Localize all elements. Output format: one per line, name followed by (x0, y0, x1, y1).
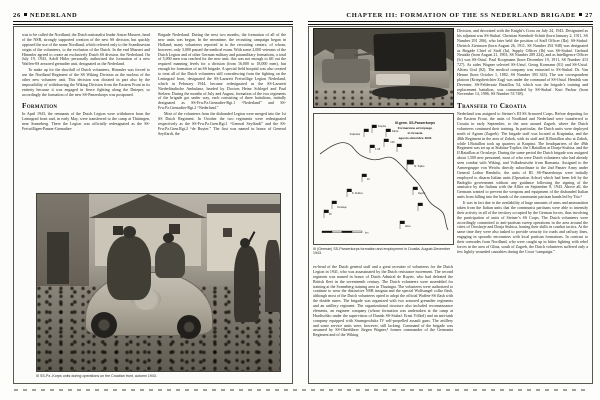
paragraph: Division, and decorated with the Knight’s Cross on July 24, 1943. Designated as his adjutant was SS-Stubaf. Christian Steenholt-Schütt (born January 2, 1911, SS Number 291 206), who later held the position of Staff Officer (IIa). SS-Stubaf. Dietrich Ziemssen (born August 26, 1911, SS Number 292 948) was designated as Brigade Chief of Staff (Ia). Supply Officer (Ib) was SS-Stubaf. Gerhard Neutzke (born August 21, 1903, SS Number 289 224), and as Intelligence Officer (Ic) was SS-Ostuf. Paul Koopmann (born December 19, 1911, SS Number 413 727). As aides Wagner selected SS-Ustuf. Georg Kormann (01) and SS-Ustuf. Alfons Graf (02). The medical company was entrusted to SS-Stubaf. Dr. Van Hemse (born October 1, 1882, SS Number 393 343). The war correspondent platoon (Kriegsberichter Zug) was under the command of SS-Ostuf. Hendrik van Deventer. SS-Feldersatz Bataillon 54, which was the brigade’s training and replacement battalion, was commanded by SS-Stubaf. Kurt Pachur (born November 14, 1906, SS Number 53 748). (457, 28, 588, 97)
page-number-right: 27 (585, 12, 593, 19)
svg-text:I./48: I./48 (390, 142, 395, 144)
page-right (308, 12, 593, 384)
page-left-frame (13, 26, 293, 384)
page-left-header (13, 12, 293, 19)
paragraph: Brigade Nederland. During the next two months, the formation of all of the new units was begun. In the meantime, the recruiting campaign began in Holland; many volunteers reported in to the recruiting centers, of whom, however, only 3,000 passed the medical exam. With some 2,000 veterans of the Dutch Legion and of other German military and paramilitary formations, a total of 5,000 men was reached for the new unit; this was not enough to fill out the required manning levels for a division (from 16,000 to 18,000 men), but enough for formation of an SS brigade. A special field hospital was also created to treat all of the Dutch volunteers still convalescing from the fighting on the Leningrad front, designated the SS-Lazarett Freiwillige Legion Nederland, which in February 1944, became redesignated as the SS-Lazarett Niederländische Ambulanz, headed by Doctors Heinz Schlegel and Paul Stelzen. During the months of July and August, formation of the two regiments of the brigade got under way, each consisting of three battalions, initially designated as SS-Frw.Pz.Grenadier-Rgt.1 “Nederland” and SS-Frw.Pz.Grenadier-Rgt.2 “Nederland.” (158, 32, 286, 111)
photo-shape-soldier (107, 236, 151, 300)
photo-shape-truck-canvas (373, 32, 446, 74)
page-right-frame (308, 26, 593, 384)
header-rule-left (13, 21, 293, 25)
photo-shape-soldier (155, 242, 185, 278)
photo-shape-soldier (265, 240, 280, 312)
header-separator-icon (24, 13, 27, 16)
page-right-title: CHAPTER III: FORMATION OF THE SS NEDERLAND BRIGADE (346, 12, 577, 19)
svg-text:Krapina: Krapina (378, 126, 386, 128)
photo-shape-window (223, 228, 232, 237)
photo-caption: III SS-Pz.-Korps units during operations on the Croatian front, autumn 1943. (36, 374, 157, 378)
photo-shape-helmet (123, 226, 136, 238)
photo-shape-tank (322, 59, 370, 83)
map-caption: III (German) SS-Panzerkorps formation and employment in Croatia, August-December 1943. (313, 247, 451, 256)
paragraph: Most of the volunteers from the disbanded Legion were merged into the 1st SS Dutch Regiment. In October the two regiments were redesignated respectively as the SS-Frw.Pz.Gren.Rgt.1 “General Seyffardt” and the SS-Frw.Pz.Gren.Rgt.2 “de Ruyter.” The first was named in honor of General Seyffardt, the (158, 111, 286, 136)
page-left-title: NEDERLAND (29, 12, 78, 19)
photo-croatian-front (36, 193, 281, 372)
photo-shape-window (113, 226, 123, 235)
photo-shape-helmet (163, 233, 174, 243)
svg-text:Zabok: Zabok (392, 131, 399, 133)
photo-vehicles-road (313, 28, 454, 108)
photo-shape-soldier (234, 246, 259, 322)
page-right-header (308, 12, 593, 19)
map-scale-bar (322, 231, 368, 235)
paragraph: Nederland was assigned to Steiner’s III SS Armored Corps. Before departing for the Eastern Front, the units of Nordland and Nederland were transferred to Croatia in early September, to the area around Zagreb, where the Dutch volunteers continued their training. In particular, the Dutch units were deployed north of Agram (Zagreb). The brigade staff was located at Krapinska, and the 48th Regiment in the area of Zabok, with its staff and II.Bataillon also at Zabok, while I.Bataillon took up quarters at Krapina. The headquarters of the 49th Regiment was set up at Stubitsa-Toplice, the I.Bataillon at Donja-Stubica, and the II.Bataillon at Oroslavje. During the same period the Dutch brigade was assigned about 1,500 new personnel, most of who were Dutch volunteers who had already seen combat with Wiking, and Volksdeutsche from Romania. Assigned to the Armeegruppe von Weichs directly subordinate to the 2nd Panzer Army under General Lothar Rendulic, the units of III. SS-Panzerkorps were initially employed to disarm Italian units (Operation Achse) which had been left by the Badoglio government without any guidance following the signing of the armistice by the Italians with the Allies on September 8, 1943. Above all, the Germans wanted to prevent the weapons and equipment of the disbanded Italian units from falling into the hands of the communist partisan bands led by Tito.³ (457, 111, 588, 200)
section-heading-formation: Formation (22, 102, 58, 111)
svg-text:Zagreb: Zagreb (418, 193, 426, 195)
map-border-line (320, 143, 448, 230)
svg-text:III.germ. SS-Panzerkorps: III.germ. SS-Panzerkorps (395, 121, 435, 125)
page-left (13, 12, 293, 384)
svg-text:in Croazia: in Croazia (407, 131, 423, 135)
page-bottom-edge (14, 389, 586, 391)
photo-shape-wheel (91, 312, 117, 338)
paragraph: ex-head of the Dutch general staff and a great recruiter of volunteers for the Dutch Legion in 1941, who was assassinated by the Dutch resistance movement. The second regiment was named in honor of Dutch Admiral de Ruyter, who had defeated the British fleet in the seventeenth century. The Dutch volunteers were assembled for training at the Sonneberg training area in Thuringia. The volunteers were authorized to continue to wear the distinctive NSB insignia and the special Wolfsangel collar flash, although most of the Dutch volunteers opted to adopt the official Waffen-SS flash with the double runes. The brigade was organized with two armored grenadier regiments and an artillery regiment. The organizational structure also included reconnaissance elements, an engineer company (whose formation was undertaken at the camp at Hradischko under the supervision of Danish SS-Stubaf. Ernst Völkel) and an anti-tank company equipped with Sturmgeschütz IV self-propelled assault guns. The artillery and some service units were, however, still lacking. Command of the brigade was assumed by SS-Oberführer Jürgen Wagner,² former commander of the Germania Regiment and of the Wiking (313, 264, 453, 338)
svg-text:II./48: II./48 (375, 149, 381, 151)
paragraph: In April 1943, the remnants of the Dutch Legion were withdrawn from the Leningrad front and, in early May, were transferred to the camp at Thüringen, near Sonneberg. There the Legion was officially redesignated as the SS-Freiwilligen-Panzer-Grenadier- (22, 111, 150, 131)
svg-text:48: 48 (329, 214, 332, 216)
svg-text:km: km (365, 231, 369, 235)
svg-text:Formazione ed impiego: Formazione ed impiego (397, 126, 433, 130)
svg-text:D. Stubica: D. Stubica (352, 193, 363, 195)
svg-text:49: 49 (367, 179, 370, 181)
page-number-left: 26 (13, 12, 21, 19)
right-column-1 (313, 265, 453, 381)
paragraph: To make up for the shortfall of Dutch volunteers, Himmler was forced to use the Nordland Regiment of the SS Wiking Division as the nucleus of the other new volunteer unit. This decision was dictated in part also by the impossibility of withdrawing the Wiking Division from the Eastern Front in its entirety because it was engaged in fierce fighting along the Dnieper, so accordingly the formation of the new SS-Panzerkorps was postponed. (22, 67, 150, 97)
photo-shape-helmet (240, 238, 250, 248)
photo-shape-barn-door (47, 232, 69, 284)
header-rule-right (308, 21, 593, 25)
svg-text:St. Toplice: St. Toplice (414, 166, 425, 168)
left-column-2 (158, 33, 286, 189)
photo-shape-hull-panel (376, 74, 410, 85)
left-page-columns (22, 33, 286, 189)
section-heading-transfer: Transfer to Croatia (457, 102, 527, 111)
croatia-map (313, 113, 454, 245)
header-separator-icon (579, 13, 582, 16)
photo-shape-wheel (177, 315, 201, 339)
svg-text:Glina: Glina (405, 226, 411, 228)
paragraph: was to be called the Nordland, the Dutch nationalist leader Anton Mussert, head of the NSB, strongly supported creation of the new SS division, but quickly opposed the use of the name Nordland, which referred only to the Scandinavian origin of the volunteers, to the exclusion of the Dutch. In the end Mussert and Himmler agreed to create an exclusively Dutch SS division, the Nederland. On July 19, 1943, Adolf Hitler personally authorized the formation of a new Waffen-SS armored grenadier unit, designated as the Nederland. (22, 32, 150, 67)
svg-text:agosto-dicembre 1943: agosto-dicembre 1943 (398, 136, 432, 140)
paragraph: It was in fact due to the availability of huge amounts of arms and ammunition taken from the Italian units that the communist partisans were able to intensify their activity in all of the territory occupied by the German forces, thus involving the participation of units of Steiner’s SS Corps. The Dutch volunteers were accordingly committed to anti-partisan sweep operations in the area around the cities of Oroslavje and Donja Stubica, honing their skills in combat tactics. At the same time they were also tasked to provide security for roads and railway lines, engaging in sporadic encounters with local partisan formations. In contrast to their comrades from Nordland, who were caught up in bitter fighting with rebel forces in the area of Glina, south of Zagreb, the Dutch volunteers suffered only a few lightly wounded casualties during the Croat “campaign.” (457, 200, 588, 254)
map-unit-symbols (324, 125, 423, 229)
map-title (395, 121, 435, 140)
right-column-2 (457, 29, 588, 381)
svg-text:Krapinska: Krapinska (349, 134, 360, 136)
svg-text:Oroslavje: Oroslavje (337, 207, 347, 209)
photo-shape-roof (89, 194, 207, 218)
photo-shape-tracks (372, 86, 448, 99)
left-column-1 (22, 33, 150, 189)
